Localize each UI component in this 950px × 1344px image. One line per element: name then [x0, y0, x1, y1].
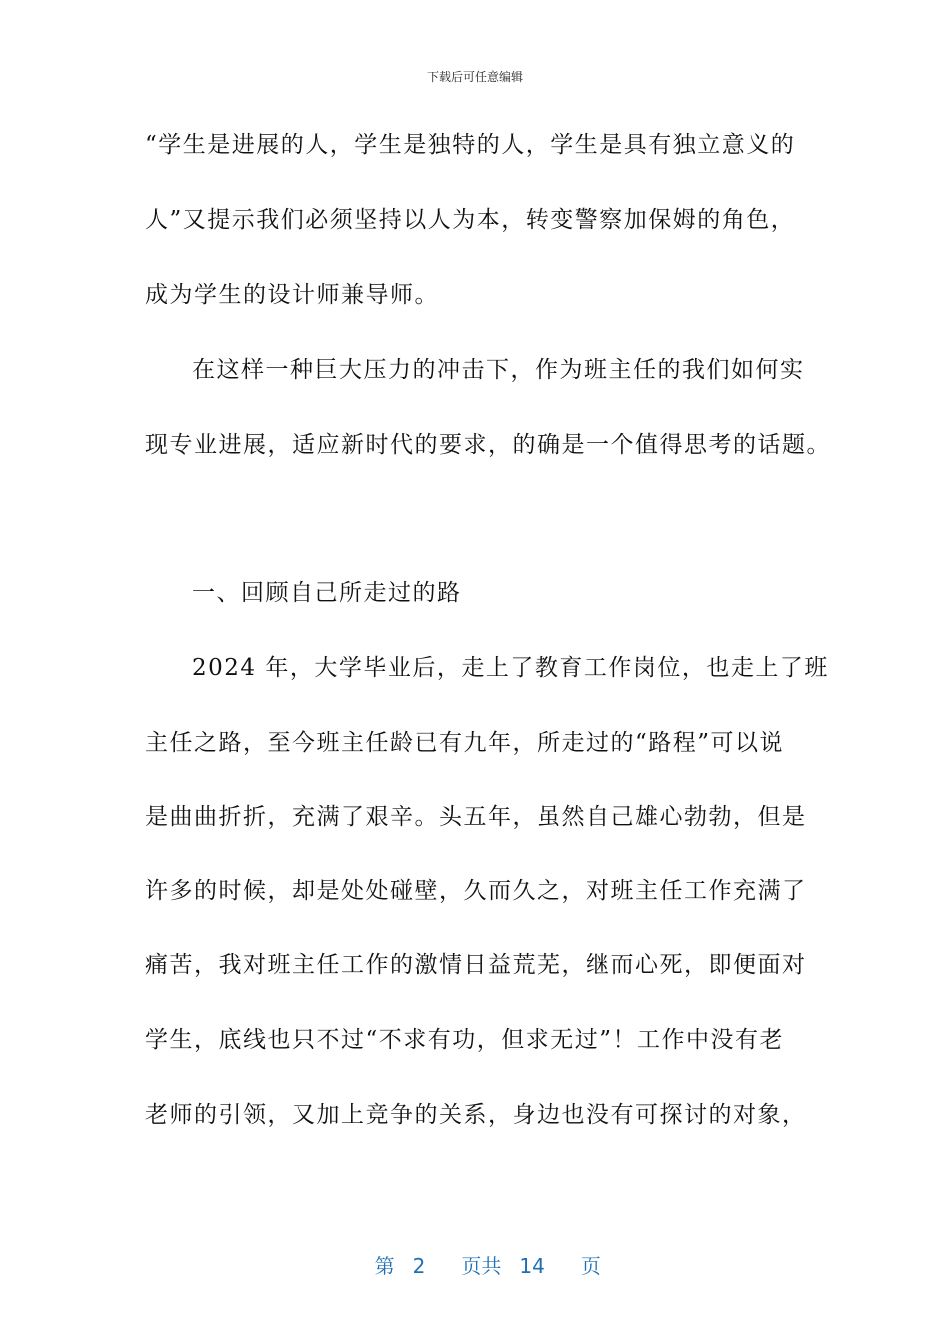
body-line: 在这样一种巨大压力的冲击下，作为班主任的我们如何实	[192, 357, 805, 383]
body-line: 成为学生的设计师兼导师。	[145, 282, 439, 308]
footer-page-number: 2	[412, 1254, 426, 1278]
footer-prefix: 第	[374, 1254, 395, 1278]
body-line: 老师的引领，又加上竞争的关系，身边也没有可探讨的对象，	[145, 1102, 807, 1128]
body-line: 现专业进展，适应新时代的要求，的确是一个值得思考的话题。	[145, 432, 831, 458]
body-line: 人”又提示我们必须坚持以人为本，转变警察加保姆的角色，	[145, 207, 796, 233]
footer-suffix: 页	[580, 1254, 601, 1278]
body-line: 2024 年，大学毕业后，走上了教育工作岗位，也走上了班	[192, 655, 829, 681]
body-line: 主任之路，至今班主任龄已有九年，所走过的“路程”可以说	[145, 730, 785, 756]
footer-middle: 页共	[461, 1254, 502, 1278]
body-line: 许多的时候，却是处处碰壁，久而久之，对班主任工作充满了	[145, 878, 807, 904]
body-line: 是曲曲折折，充满了艰辛。头五年，虽然自己雄心勃勃，但是	[145, 804, 807, 830]
header-note: 下载后可任意编辑	[426, 70, 523, 84]
section-heading: 一、回顾自己所走过的路	[192, 580, 462, 606]
footer-total-pages: 14	[519, 1254, 545, 1278]
body-line: 痛苦，我对班主任工作的激情日益荒芜，继而心死，即便面对	[145, 952, 807, 978]
body-line: 学生，底线也只不过“不求有功，但求无过”！工作中没有老	[145, 1027, 785, 1053]
page-footer	[0, 1226, 950, 1303]
body-line: “学生是进展的人，学生是独特的人，学生是具有独立意义的	[145, 132, 796, 158]
